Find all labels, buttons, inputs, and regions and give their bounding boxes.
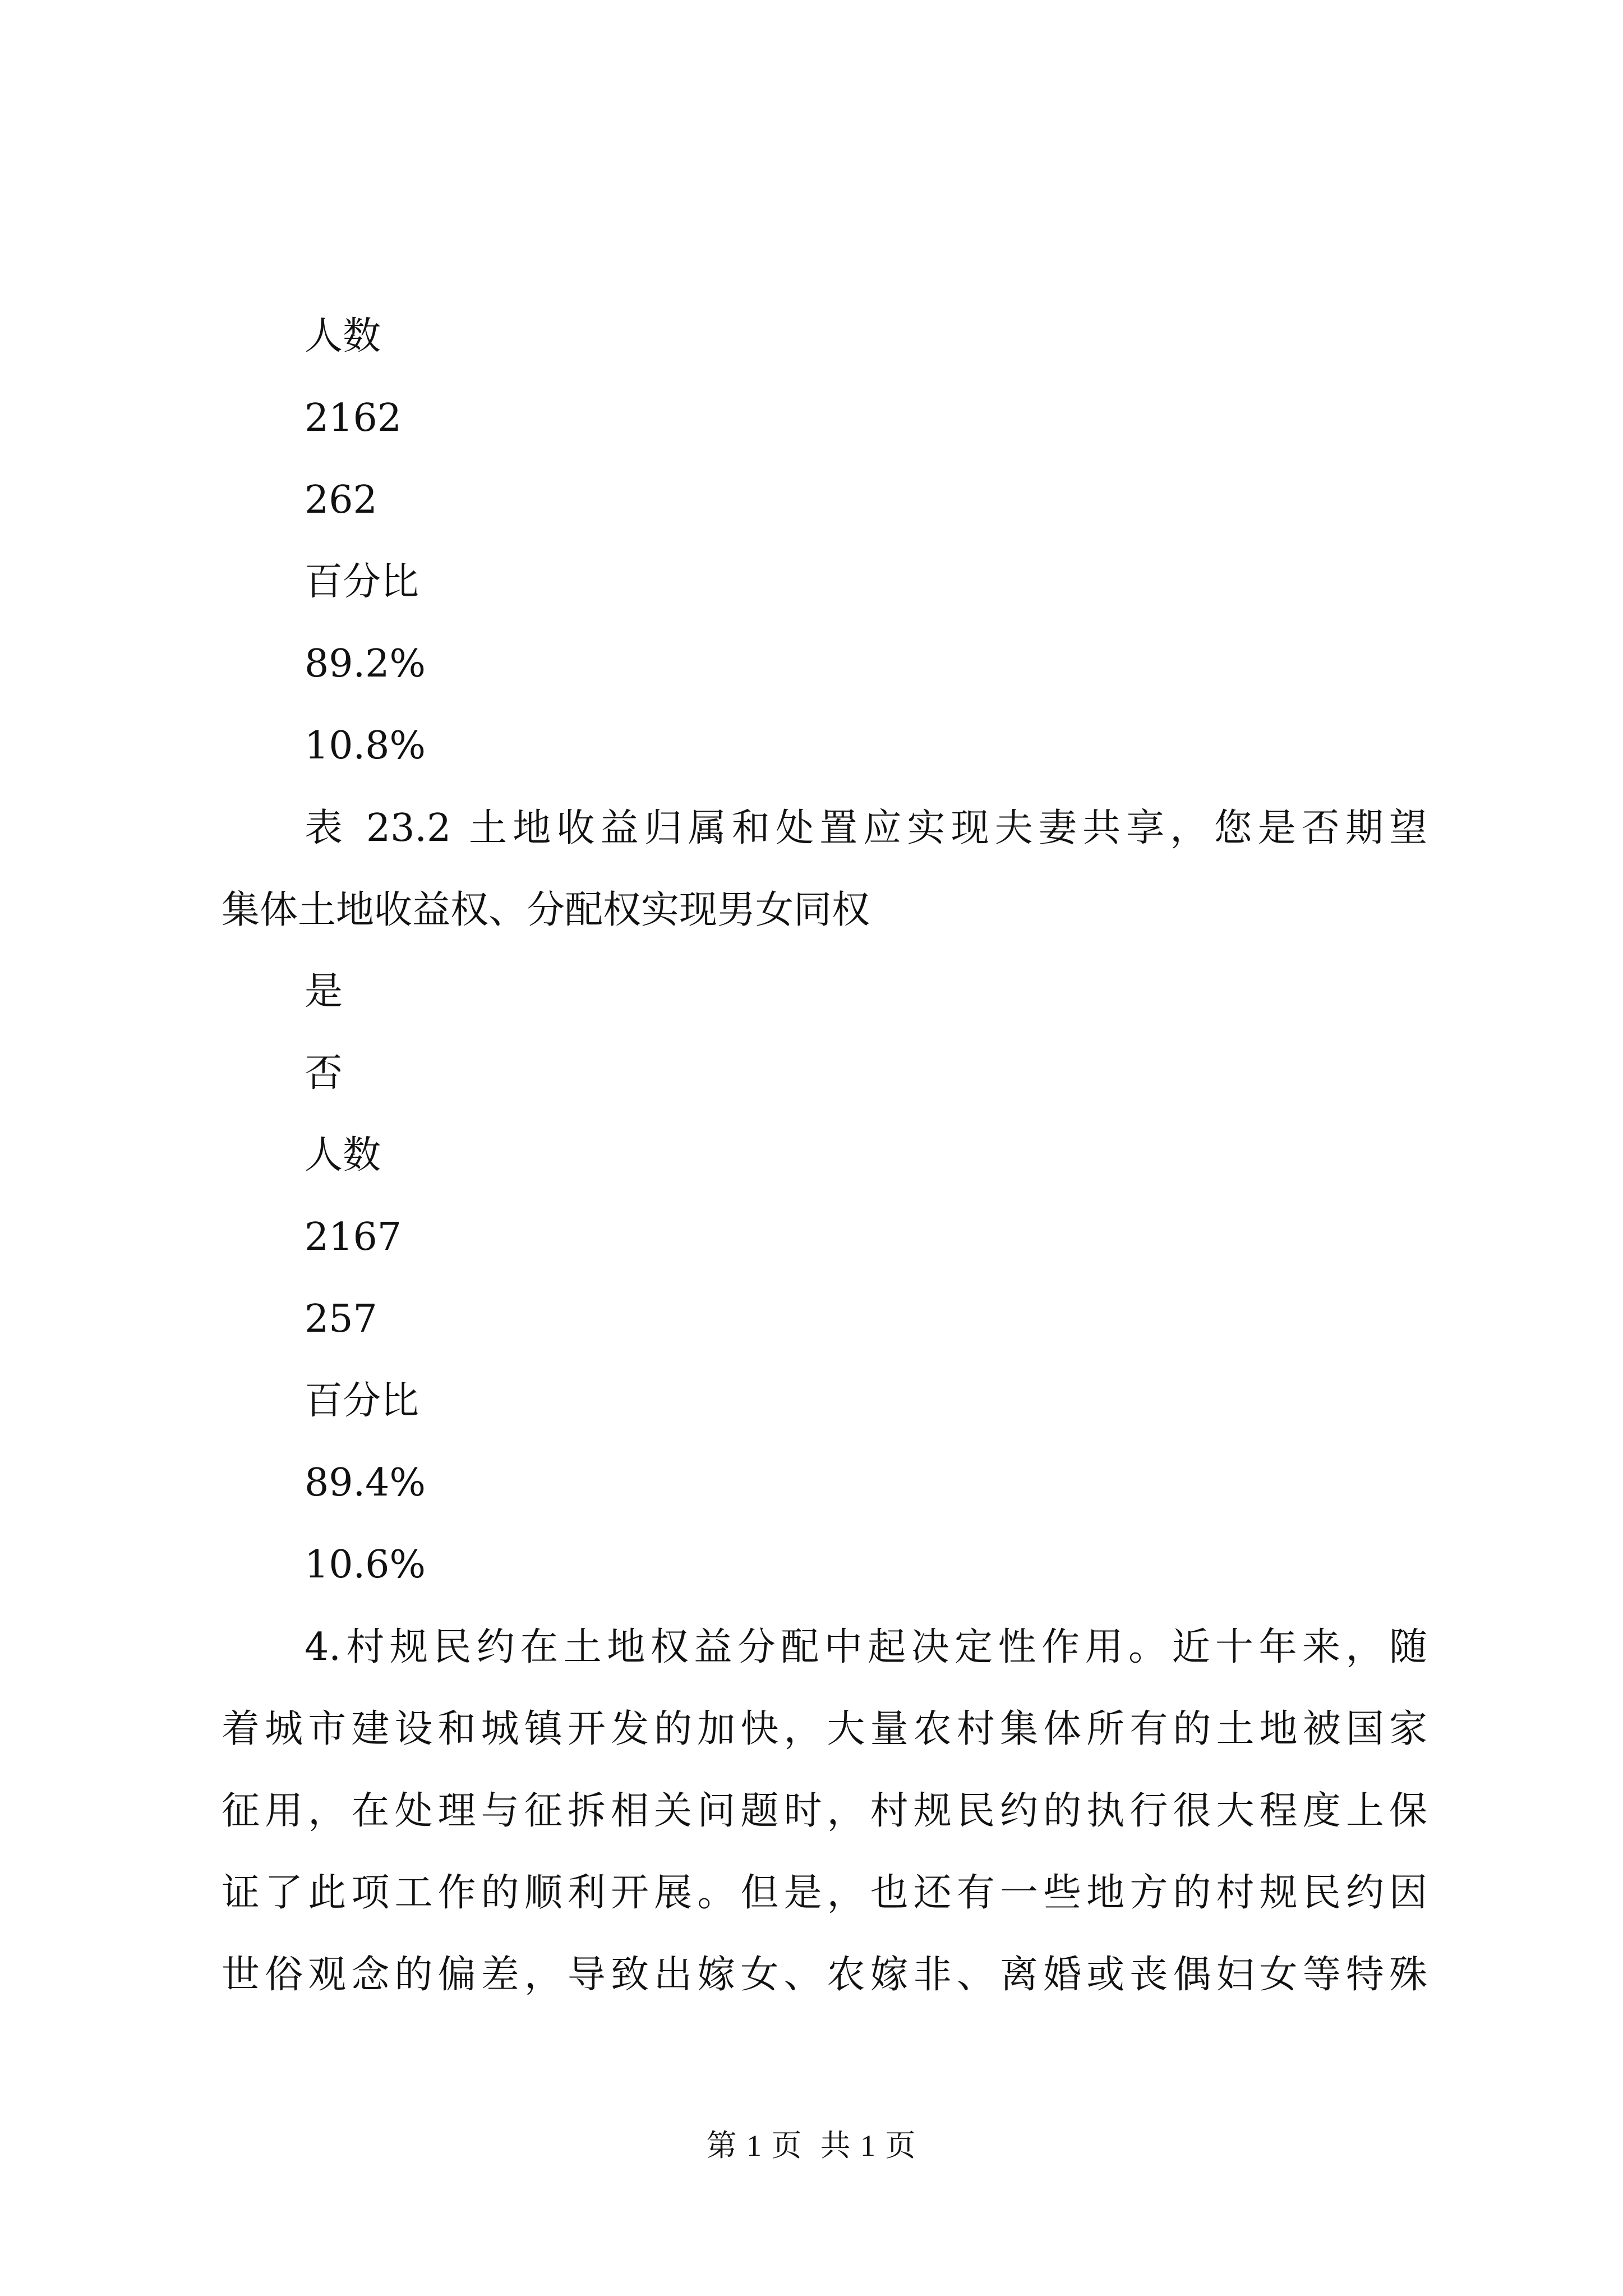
text-line: 262 (305, 478, 377, 522)
paragraph-line-3: 征用，在处理与征拆相关问题时，村规民约的执行很大程度上保 (222, 1789, 1427, 1833)
paragraph-line-2: 着城市建设和城镇开发的加快，大量农村集体所有的土地被国家 (222, 1707, 1427, 1751)
text-line: 10.6% (305, 1543, 426, 1587)
text-line: 百分比 (305, 560, 419, 604)
text-line: 2162 (305, 396, 402, 440)
text-line: 人数 (305, 314, 381, 358)
text-line: 否 (305, 1051, 343, 1096)
paragraph-line-1: 4.村规民约在土地权益分配中起决定性作用。近十年来，随 (305, 1625, 1427, 1669)
text-line: 人数 (305, 1133, 381, 1177)
table-caption (222, 788, 1427, 951)
text-line: 257 (305, 1297, 377, 1341)
body-paragraph (222, 1607, 1427, 2016)
caption-line-1: 表 23.2 土地收益归属和处置应实现夫妻共享，您是否期望 (305, 806, 1427, 850)
text-line: 89.4% (305, 1461, 426, 1505)
page-footer: 第 1 页 共 1 页 (706, 2129, 917, 2162)
paragraph-line-4: 证了此项工作的顺利开展。但是，也还有一些地方的村规民约因 (222, 1871, 1427, 1915)
paragraph-line-5: 世俗观念的偏差，导致出嫁女、农嫁非、离婚或丧偶妇女等特殊 (222, 1953, 1427, 1997)
text-line: 89.2% (305, 642, 426, 686)
text-line: 是 (305, 969, 343, 1014)
text-line: 10.8% (305, 724, 426, 768)
text-line: 百分比 (305, 1379, 419, 1423)
caption-line-2: 集体土地收益权、分配权实现男女同权 (222, 888, 870, 932)
text-line: 2167 (305, 1215, 402, 1259)
